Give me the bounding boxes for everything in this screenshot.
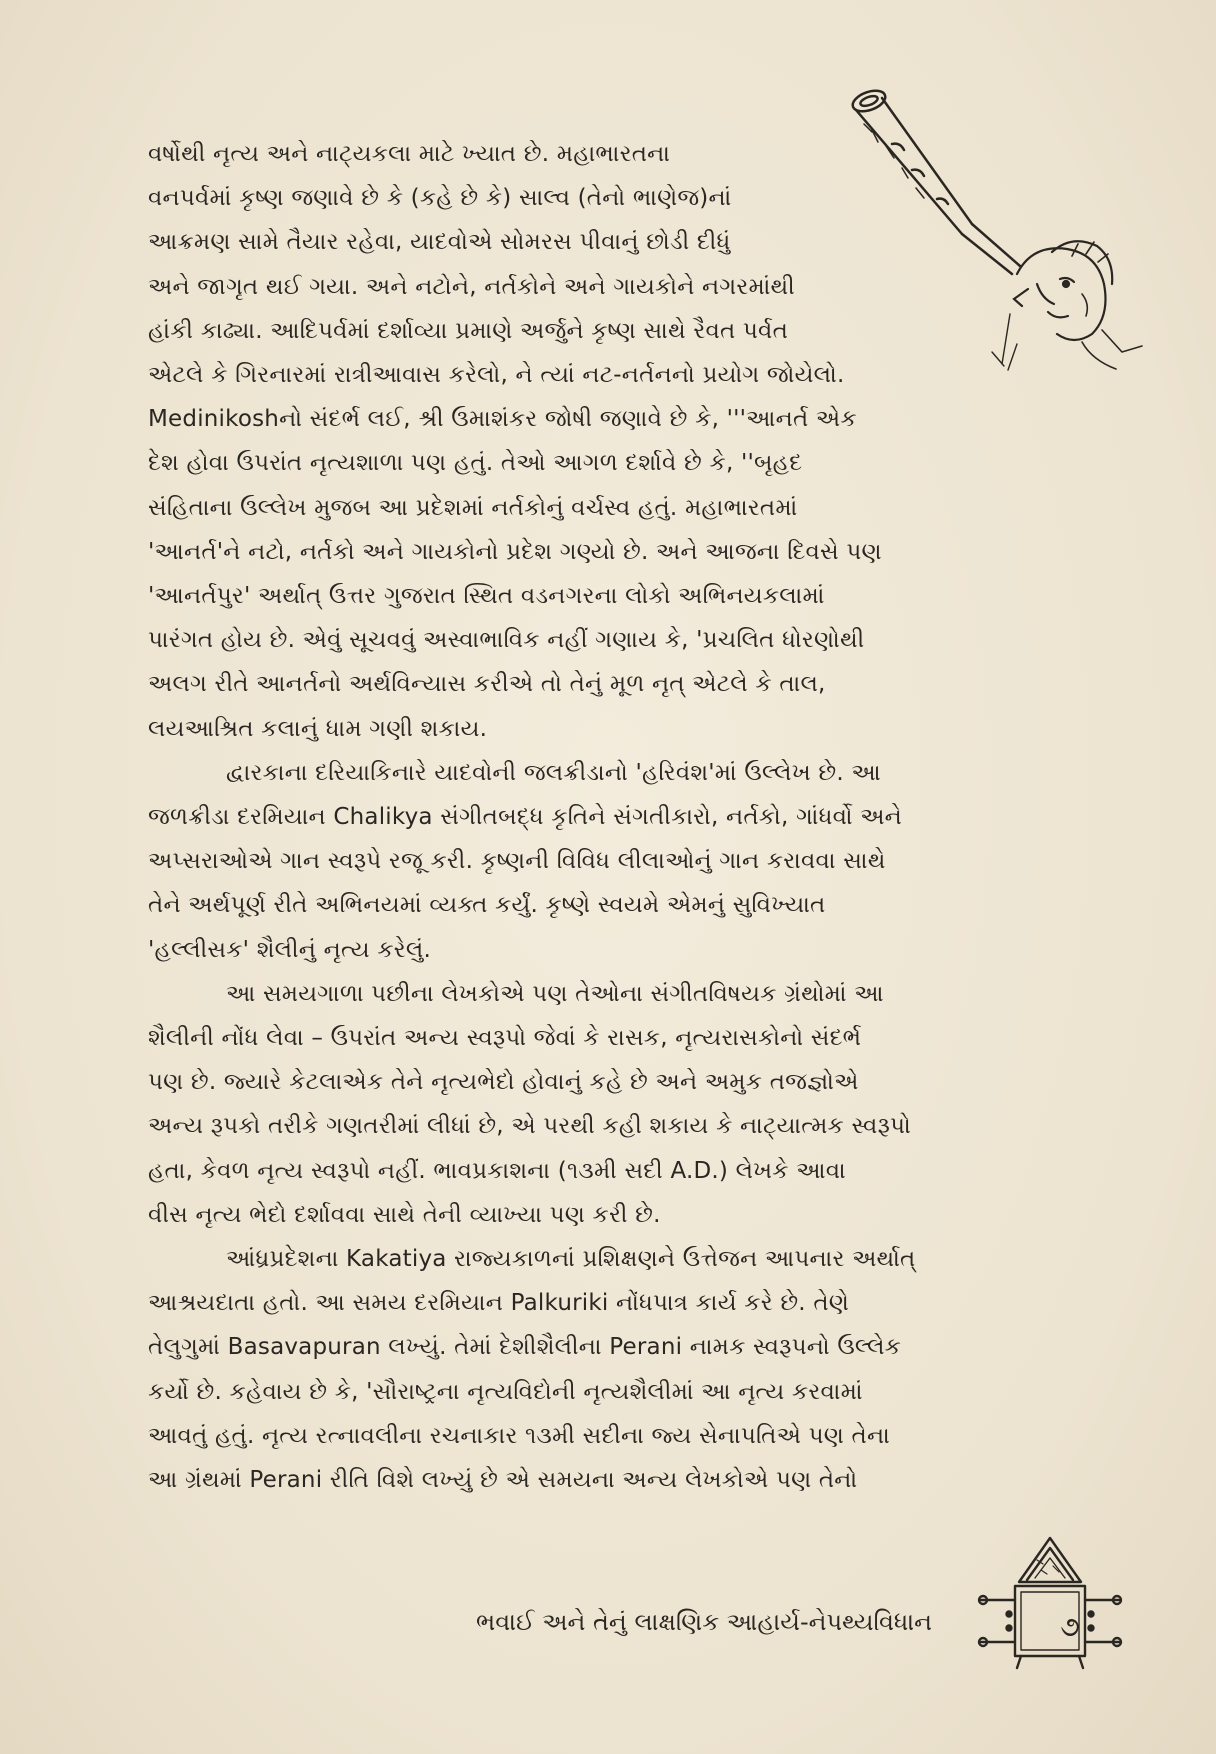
text-line: કર્યો છે. કહેવાય છે કે, 'સૌરાષ્ટ્રના નૃત્યવિદોની નૃત્યશૈલીમાં આ નૃત્ય કરવામાં (148, 1378, 863, 1405)
text-line: અલગ રીતે આનર્તનો અર્થવિન્યાસ કરીએ તો તેનું મૂળ નૃત્ એટલે કે તાલ, (148, 671, 826, 698)
page-number: ૭ (1060, 1610, 1080, 1643)
text-line: હાંકી કાઢ્યા. આદિપર્વમાં દર્શાવ્યા પ્રમાણે અર્જુને કૃષ્ણ સાથે રૈવત પર્વત (148, 317, 789, 344)
text-line: લયઆશ્રિત કલાનું ધામ ગણી શકાય. (148, 715, 488, 742)
narrow-lines (148, 132, 893, 353)
text-line: સંહિતાના ઉલ્લેખ મુજબ આ પ્રદેશમાં નર્તકોનું વર્ચસ્વ હતું. મહાભારતમાં (148, 494, 798, 521)
text-line: અને જાગૃત થઈ ગયા. અને નટોને, નર્તકોને અને ગાયકોને નગરમાંથી (148, 273, 795, 300)
body-text (148, 132, 1036, 1502)
text-line: શૈલીની નોંધ લેવા – ઉપરાંત અન્ય સ્વરૂપો જેવાં કે રાસક, નૃત્યરાસકોનો સંદર્ભ (148, 1025, 862, 1052)
text-line: વર્ષોથી નૃત્ય અને નાટ્યકલા માટે ખ્યાત છે. મહાભારતના (148, 141, 671, 167)
text-line: અપ્સરાઓએ ગાન સ્વરૂપે રજૂ કરી. કૃષ્ણની વિવિધ લીલાઓનું ગાન કરાવવા સાથે (148, 848, 886, 875)
palanquin-frame-icon (975, 1530, 1125, 1670)
paragraph (148, 751, 1036, 972)
text-line: એટલે કે ગિરનારમાં રાત્રીઆવાસ કરેલો, ને ત્યાં નટ-નર્તનનો પ્રયોગ જોયેલો. (148, 362, 845, 389)
text-line: 'હલ્લીસક' શૈલીનું નૃત્ય કરેલું. (148, 936, 431, 963)
paragraph (148, 1237, 1036, 1502)
text-line: આંધ્રપ્રદેશના Kakatiya રાજ્યકાળનાં પ્રશિક્ષણને ઉત્તેજન આપનાર અર્થાત્ (226, 1246, 916, 1273)
text-line: Medinikoshનો સંદર્ભ લઈ, શ્રી ઉમાશંકર જોષી જણાવે છે કે, '''આનર્ત એક (148, 406, 857, 433)
text-line: આક્રમણ સામે તૈયાર રહેવા, યાદવોએ સોમરસ પીવાનું છોડી દીધું (148, 229, 731, 256)
text-line: તેને અર્થપૂર્ણ રીતે અભિનયમાં વ્યક્ત કર્યું. કૃષ્ણે સ્વયમે એમનું સુવિખ્યાત (148, 892, 826, 919)
text-line: 'આનર્ત'ને નટો, નર્તકો અને ગાયકોનો પ્રદેશ ગણ્યો છે. અને આજના દિવસે પણ (148, 538, 882, 565)
text-line: દેશ હોવા ઉપરાંત નૃત્યશાળા પણ હતું. તેઓ આગળ દર્શાવે છે કે, ''બૃહદ (148, 450, 803, 477)
text-line: તેલુગુમાં Basavapuran લખ્યું. તેમાં દેશીશૈલીના Perani નામક સ્વરૂપનો ઉલ્લેક (148, 1334, 902, 1361)
text-line: દ્વારકાના દરિયાકિનારે યાદવોની જલક્રીડાનો 'હરિવંશ'માં ઉલ્લેખ છે. આ (226, 759, 881, 786)
text-line: વનપર્વમાં કૃષ્ણ જણાવે છે કે (કહે છે કે) સાલ્વ (તેનો ભાણેજ)નાં (148, 185, 732, 212)
paragraph (148, 972, 1036, 1237)
text-line: જળક્રીડા દરમિયાન Chalikya સંગીતબદ્ધ કૃતિને સંગતીકારો, નર્તકો, ગાંધર્વો અને (148, 804, 902, 831)
text-line: વીસ નૃત્ય ભેદો દર્શાવવા સાથે તેની વ્યાખ્યા પણ કરી છે. (148, 1201, 661, 1228)
text-line: આશ્રયદાતા હતો. આ સમય દરમિયાન Palkuriki નોંધપાત્ર કાર્ય કરે છે. તેણે (148, 1290, 850, 1317)
text-line: આવતું હતું. નૃત્ય રત્નાવલીના રચનાકાર ૧૩મી સદીના જ્ય સેનાપતિએ પણ તેના (148, 1422, 890, 1449)
text-line: આ ગ્રંથમાં Perani રીતિ વિશે લખ્યું છે એ સમયના અન્ય લેખકોએ પણ તેનો (148, 1467, 858, 1494)
text-line: અન્ય રૂપકો તરીકે ગણતરીમાં લીધાં છે, એ પરથી કહી શકાય કે નાટ્યાત્મક સ્વરૂપો (148, 1113, 911, 1140)
text-line: હતા, કેવળ નૃત્ય સ્વરૂપો નહીં. ભાવપ્રકાશના (૧૩મી સદી A.D.) લેખકે આવા (148, 1157, 846, 1184)
text-line: પણ છે. જ્યારે કેટલાએક તેને નૃત્યભેદો હોવાનું કહે છે અને અમુક તજજ્ઞોએ (148, 1069, 859, 1096)
text-line: આ સમયગાળા પછીના લેખકોએ પણ તેઓના સંગીતવિષયક ગ્રંથોમાં આ (226, 980, 884, 1007)
text-line: 'આનર્તપુર' અર્થાત્ ઉત્તર ગુજરાત સ્થિત વડનગરના લોકો અભિનયકલામાં (148, 583, 825, 610)
paragraph (148, 132, 1018, 751)
text-line: પારંગત હોય છે. એવું સૂચવવું અસ્વાભાવિક નહીં ગણાય કે, 'પ્રચલિત ધોરણોથી (148, 627, 865, 654)
page-footer (470, 1600, 1030, 1660)
running-title: ભવાઈ અને તેનું લાક્ષણિક આહાર્ય-નેપથ્યવિધાન (476, 1608, 933, 1636)
